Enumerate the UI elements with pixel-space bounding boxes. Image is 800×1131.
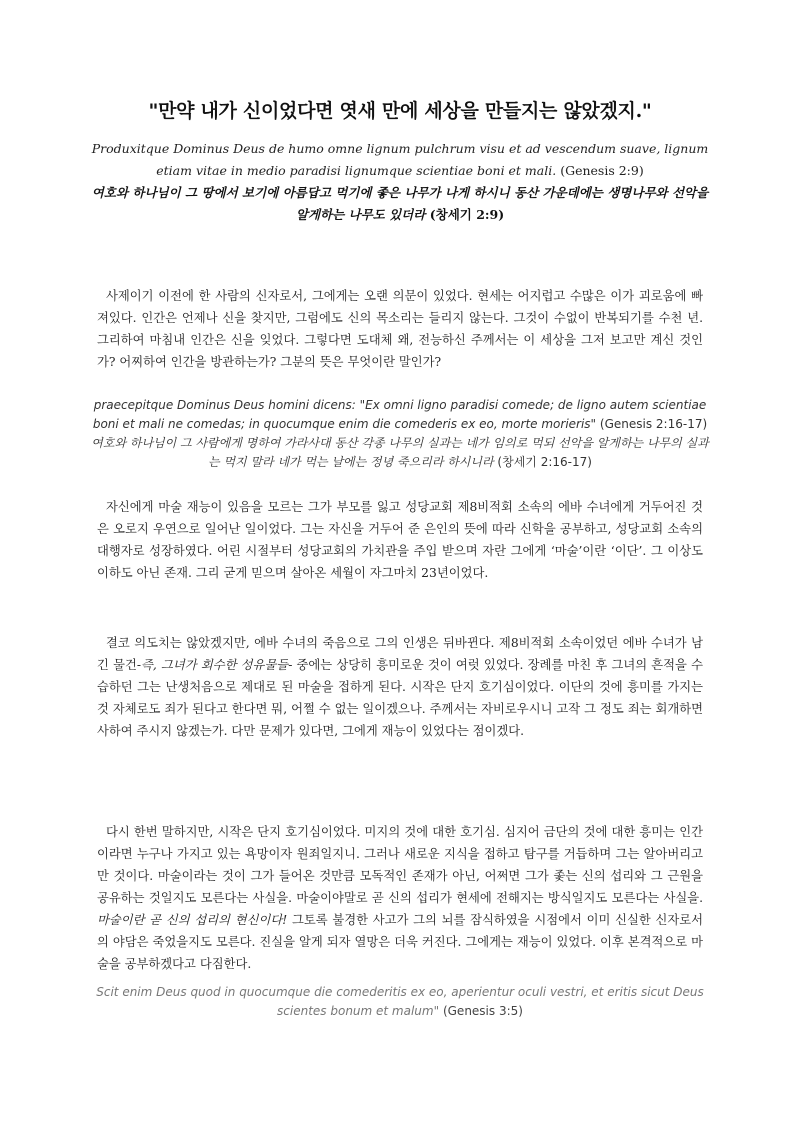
epigraph-genesis-3-5 <box>90 983 710 1021</box>
epigraph-latin <box>90 396 710 434</box>
paragraph-text: 다시 한번 말하지만, 시작은 단지 호기심이었다. 미지의 것에 대한 호기심. 심지어 금단의 것에 대한 흥미는 인간이라면 누구나 가지고 있는 욕망이자 원죄일지니. 그러나 새로운 지식을 접하고 탐구를 거듭하며 그는 알아버리고 만 것이다. 마술이라는 것이 그가 들어온 것만큼 모독적인 존재가 아닌, 어쩌면 그가 좇는 신의 섭리와 그 근원을 공유하는 것일지도 모른다는 사실을. 마술이야말로 곧 신의 섭리가 현세에 전해지는 방식일지도 모른다는 사실을. <box>97 825 703 905</box>
epigraph-korean-text: 여호와 하나님이 그 사람에게 명하여 가라사대 동산 각종 나무의 실과는 네가 임의로 먹되 선악을 알게하는 나무의 실과는 먹지 말라 네가 먹는 날에는 정녕 죽으리라 하시니라 <box>91 436 709 469</box>
epigraph-latin-ref: (Genesis 2:16-17) <box>599 417 708 431</box>
epigraph-korean-text: 여호와 하나님이 그 땅에서 보기에 아름답고 먹기에 좋은 나무가 나게 하시니 동산 가운데에는 생명나무와 선악을 알게하는 나무도 있더라 <box>91 185 709 222</box>
epigraph-korean-ref: (창세기 2:9) <box>429 207 505 222</box>
epigraph-latin-text: Scit enim Deus quod in quocumque die comederitis ex eo, aperientur oculi vestri, et eritis sicut Deus scientes bonum et malum" <box>96 985 704 1018</box>
paragraph-text: 그토록 불경한 사고가 그의 뇌를 잠식하였을 시점에서 이미 신실한 신자로서의 야담은 죽었을지도 모른다. 진실을 알게 되자 열망은 더욱 커진다. 그에게는 재능이 있었다. 이후 본격적으로 마술을 공부하겠다고 다짐한다. <box>97 913 703 971</box>
epigraph-latin-ref: (Genesis 3:5) <box>442 1004 523 1018</box>
paragraph-text: - 중에는 상당히 흥미로운 것이 여럿 있었다. 장례를 마친 후 그녀의 흔적을 수습하던 그는 난생처음으로 제대로 된 마술을 접하게 된다. 시작은 단지 호기심이었다. 이단의 것에 흥미를 가지는 것 자체로도 죄가 된다고 한다면 뭐, 어쩔 수 없는 일이겠으나. 주께서는 자비로우시니 고작 그 정도 죄는 회개하면 사하여 주시지 않겠는가. 다만 문제가 있다면, 그에게 재능이 있었다는 점이겠다. <box>97 658 704 738</box>
epigraph-korean-ref: (창세기 2:16-17) <box>497 455 592 469</box>
body-paragraph-2: 자신에게 마술 재능이 있음을 모르는 그가 부모를 잃고 성당교회 제8비적회 소속의 에바 수녀에게 거두어진 것은 오로지 우연으로 일어난 일이었다. 그는 자신을 거두어 준 은인의 뜻에 따라 신학을 공부하고, 성당교회 소속의 대행자로 성장하였다. 어린 시절부터 성당교회의 가치관을 주입 받으며 자란 그에게 ‘마술’이란 ‘이단’. 그 이상도 이하도 아닌 존재. 그리 굳게 믿으며 살아온 세월이 자그마치 23년이었다. <box>97 500 703 580</box>
epigraph-genesis-2-9 <box>90 138 710 226</box>
epigraph-korean <box>90 434 710 472</box>
epigraph-genesis-2-16 <box>90 396 710 472</box>
epigraph-korean <box>90 182 710 226</box>
body-paragraph-1: 사제이기 이전에 한 사람의 신자로서, 그에게는 오랜 의문이 있었다. 현세는 어지럽고 수많은 이가 괴로움에 빠져있다. 인간은 언제나 신을 찾지만, 그럼에도 신의 목소리는 들리지 않는다. 그것이 수없이 반복되기를 수천 년. 그리하여 마침내 인간은 신을 잊었다. 그렇다면 도대체 왜, 전능하신 주께서는 이 세상을 그저 보고만 계신 것인가? 어찌하여 인간을 방관하는가? 그분의 뜻은 무엇이란 말인가? <box>97 289 703 369</box>
body-paragraph-3 <box>97 632 703 742</box>
epigraph-latin-text: Produxitque Dominus Deus de humo omne lignum pulchrum visu et ad vescendum suave, lignum etiam vitae in medio paradisi lignumque scientiae boni et mali. <box>91 141 709 178</box>
page-title: "만약 내가 신이었다면 엿새 만에 세상을 만들지는 않았겠지." <box>148 100 652 122</box>
epigraph-latin-ref: (Genesis 2:9) <box>560 163 644 178</box>
epigraph-latin <box>90 138 710 182</box>
paragraph-text: 결코 의도치는 않았겠지만, 에바 수녀의 죽음으로 그의 인생은 뒤바뀐다. 제8비적회 소속이었던 에바 수녀가 남긴 물건- <box>97 636 703 672</box>
epigraph-latin-text: praecepitque Dominus Deus homini dicens: "Ex omni ligno paradisi comede; de ligno autem scientiae boni et mali ne comedas; in quocumque enim die comederis ex eo, morte morieris" <box>92 398 707 431</box>
body-paragraph-4 <box>97 821 703 975</box>
emphasized-text: 마술이란 곧 신의 섭리의 현신이다! <box>97 913 288 927</box>
emphasized-text: 즉, 그녀가 회수한 성유물들 <box>141 658 289 672</box>
